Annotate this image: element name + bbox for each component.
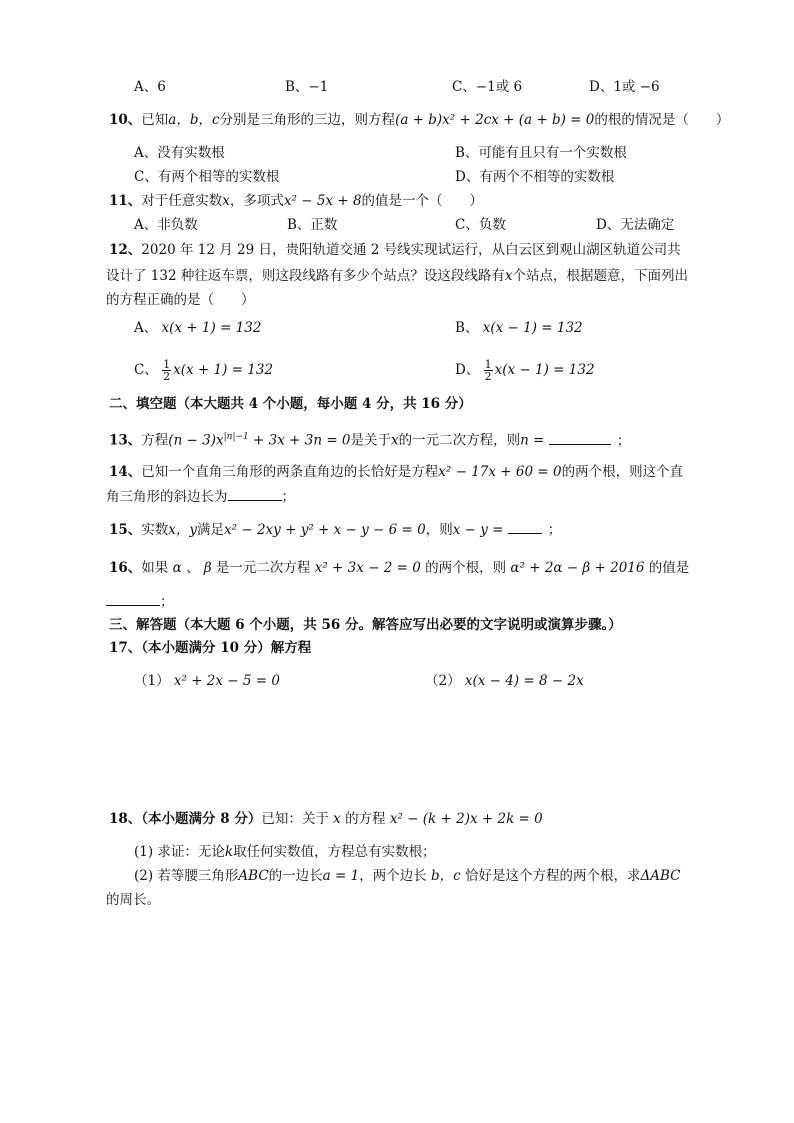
q12-d-fraction: $\frac{1}{2}$ xyxy=(484,358,492,383)
q10-equation: (a + b)x² + 2cx + (a + b) = 0 xyxy=(395,112,595,128)
q12-option-d: D、 $\frac{1}{2}$ x(x − 1) = 132 xyxy=(455,358,595,383)
q11-options xyxy=(0,215,794,235)
q12-options-row2 xyxy=(0,358,794,382)
q10-stem: 10、已知a，b，c分别是三角形的三边，则方程(a + b)x² + 2cx + (a + b) = 0的根的情况是（ ） xyxy=(109,112,730,128)
q13-answer-blank[interactable] xyxy=(549,430,611,445)
q9-option-b: B、−1 xyxy=(285,79,329,95)
q13-number: 13、 xyxy=(109,432,142,449)
q12-line2: 设计了 132 种往返车票，则这段线路有多少个站点？设这段线路有x个站点，根据题意，下面列出 xyxy=(106,268,688,284)
q10-option-d: D、有两个不相等的实数根 xyxy=(455,169,615,185)
q11-stem: 11、对于任意实数x，多项式x² − 5x + 8的值是一个（ ） xyxy=(109,193,484,209)
q17-number: 17、 xyxy=(109,640,142,656)
q15: 15、实数x，y满足x² − 2xy + y² + x − y − 6 = 0，则x − y = ； xyxy=(0,519,794,539)
section-3-header: 三、解答题（本大题 6 个小题，共 56 分。解答应写出必要的文字说明或演算步骤。） xyxy=(109,617,622,633)
q13: 13、方程$(n - 3)x^{|n|-1} + 3x + 3n = 0$是关于x的一元二次方程，则n = ； xyxy=(0,427,794,447)
q12-line3: 的方程正确的是（ ） xyxy=(106,292,255,308)
q14-answer-blank[interactable] xyxy=(228,486,282,501)
q9-options xyxy=(0,77,794,97)
q18-stem: 18、（本小题满分 8 分）已知：关于 x 的方程 x² − (k + 2)x + 2k = 0 xyxy=(109,811,543,827)
q17-part-1: （1） x² + 2x − 5 = 0 xyxy=(134,673,280,689)
q10-option-c: C、有两个相等的实数根 xyxy=(134,169,280,185)
q12-number: 12、 xyxy=(109,242,142,258)
q14-line2: 角三角形的斜边长为 ； xyxy=(0,486,794,506)
q12-c-fraction: $\frac{1}{2}$ xyxy=(163,358,171,383)
q10-options-row1 xyxy=(0,143,794,163)
q15-number: 15、 xyxy=(109,522,142,538)
q14-line1: 14、已知一个直角三角形的两条直角边的长恰好是方程x² − 17x + 60 = 0的两个根，则这个直 xyxy=(109,464,684,480)
q10-option-a: A、没有实数根 xyxy=(134,145,225,161)
q11-option-c: C、负数 xyxy=(455,217,506,233)
q18-number: 18、 xyxy=(109,811,142,827)
q9-option-a: A、6 xyxy=(134,79,166,95)
q16-answer-blank[interactable] xyxy=(106,591,160,606)
q9-option-d: D、1或 −6 xyxy=(589,79,660,95)
q10-option-b: B、可能有且只有一个实数根 xyxy=(455,145,627,161)
q12-options-row1 xyxy=(0,318,794,338)
q11-option-d: D、无法确定 xyxy=(596,217,675,233)
q14-number: 14、 xyxy=(109,464,142,480)
q18-part-2-line2: 的周长。 xyxy=(106,892,160,908)
q9-option-c: C、−1或 6 xyxy=(452,79,523,95)
q18-part-2-line1: (2) 若等腰三角形ABC的一边长a = 1，两个边长 b，c 恰好是这个方程的两个根，求ΔABC xyxy=(134,868,681,884)
q11-option-b: B、正数 xyxy=(287,217,338,233)
q12-line1: 12、2020 年 12 月 29 日，贵阳轨道交通 2 号线实现试运行，从白云区到观山湖区轨道公司共 xyxy=(109,242,681,258)
q17-title: 17、（本小题满分 10 分）解方程 xyxy=(109,640,312,656)
q11-number: 11、 xyxy=(109,193,142,209)
q18-part-1: (1) 求证：无论k取任何实数值，方程总有实数根； xyxy=(134,844,436,860)
q16-number: 16、 xyxy=(109,560,142,576)
q16-line2: ； xyxy=(0,591,794,611)
q12-option-b: B、 x(x − 1) = 132 xyxy=(455,320,583,336)
q17-part-2: （2） x(x − 4) = 8 − 2x xyxy=(425,673,584,689)
q10-options-row2 xyxy=(0,167,794,187)
section-2-header: 二、填空题（本大题共 4 个小题，每小题 4 分，共 16 分） xyxy=(109,396,472,412)
q17-parts xyxy=(0,671,794,691)
q10-number: 10、 xyxy=(109,112,142,128)
q11-polynomial: x² − 5x + 8 xyxy=(283,193,362,209)
q15-answer-blank[interactable] xyxy=(508,519,542,534)
q12-option-c: C、 $\frac{1}{2}$ x(x + 1) = 132 xyxy=(134,358,274,383)
q16-line1: 16、如果 α 、 β 是一元二次方程 x² + 3x − 2 = 0 的两个根，则 α² + 2α − β + 2016 的值是 xyxy=(109,560,690,576)
q11-option-a: A、非负数 xyxy=(134,217,198,233)
q12-option-a: A、 x(x + 1) = 132 xyxy=(134,320,262,336)
